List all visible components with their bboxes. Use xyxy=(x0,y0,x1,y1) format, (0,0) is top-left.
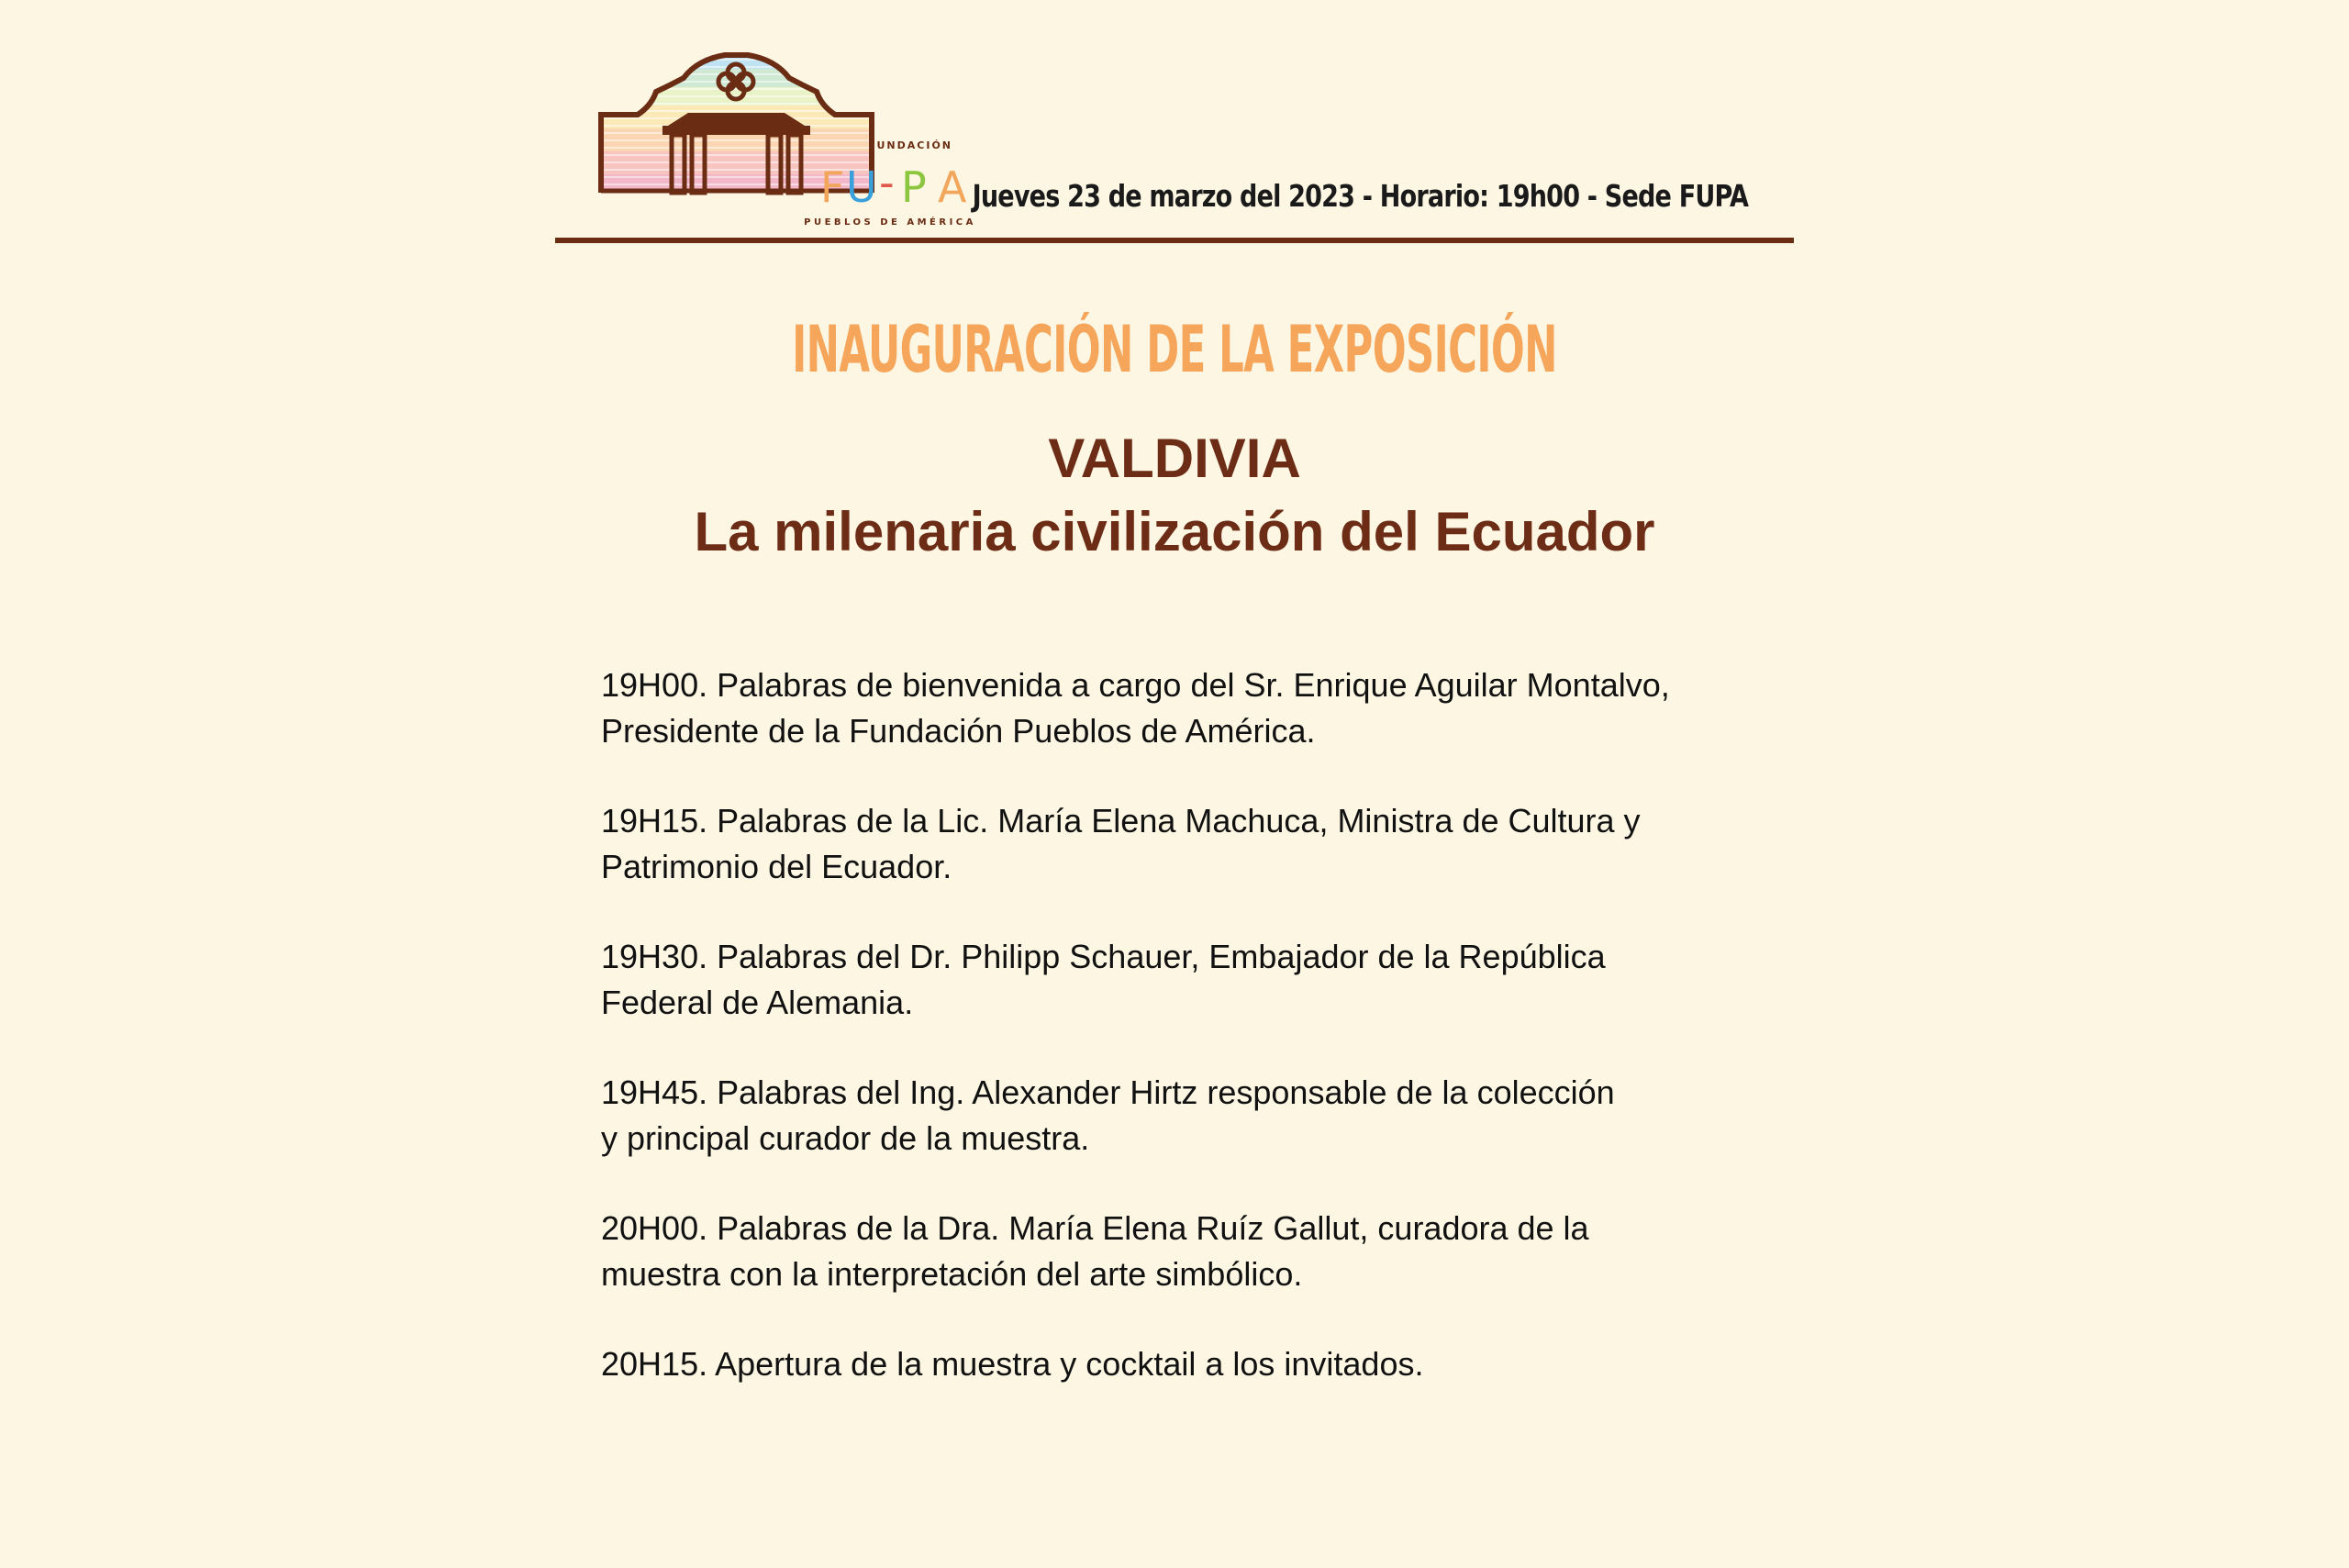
logo-letter-f: F xyxy=(820,162,845,212)
page-header xyxy=(555,37,1794,240)
program-list xyxy=(601,662,1794,1431)
logo-bottom-text: PUEBLOS DE AMÉRICA xyxy=(804,217,976,228)
logo-letter-p: P xyxy=(901,162,927,212)
exhibition-title xyxy=(0,422,2349,569)
fupa-logo xyxy=(596,50,982,248)
title-line-1: VALDIVIA xyxy=(1048,428,1301,489)
header-divider xyxy=(555,238,1794,243)
program-item: 20H00. Palabras de la Dra. María Elena Ruíz Gallut, curadora de la muestra con la interpretación del arte simbólico. xyxy=(601,1209,1589,1293)
logo-letter-dash: - xyxy=(879,158,895,207)
program-item: 19H00. Palabras de bienvenida a cargo del Sr. Enrique Aguilar Montalvo, Presidente de la Fundación Pueblos de América. xyxy=(601,666,1670,750)
program-item: 19H15. Palabras de la Lic. María Elena Machuca, Ministra de Cultura y Patrimonio del Ecuador. xyxy=(601,802,1641,885)
logo-top-text: FUNDACIÓN xyxy=(867,139,953,151)
program-item: 19H30. Palabras del Dr. Philipp Schauer, Embajador de la República Federal de Alemania. xyxy=(601,938,1606,1021)
program-item: 19H45. Palabras del Ing. Alexander Hirtz responsable de la colección y principal curador de la muestra. xyxy=(601,1073,1615,1157)
event-date-time: Jueves 23 de marzo del 2023 - Horario: 19h00 - Sede FUPA xyxy=(972,178,1748,214)
logo-letter-u: U xyxy=(846,162,877,212)
program-item: 20H15. Apertura de la muestra y cocktail a los invitados. xyxy=(601,1345,1424,1383)
title-line-2: La milenaria civilización del Ecuador xyxy=(694,501,1655,562)
logo-letter-a: A xyxy=(938,162,967,212)
portico-roof xyxy=(668,113,805,126)
exhibition-kicker: INAUGURACIÓN DE LA EXPOSICIÓN xyxy=(792,312,1557,387)
